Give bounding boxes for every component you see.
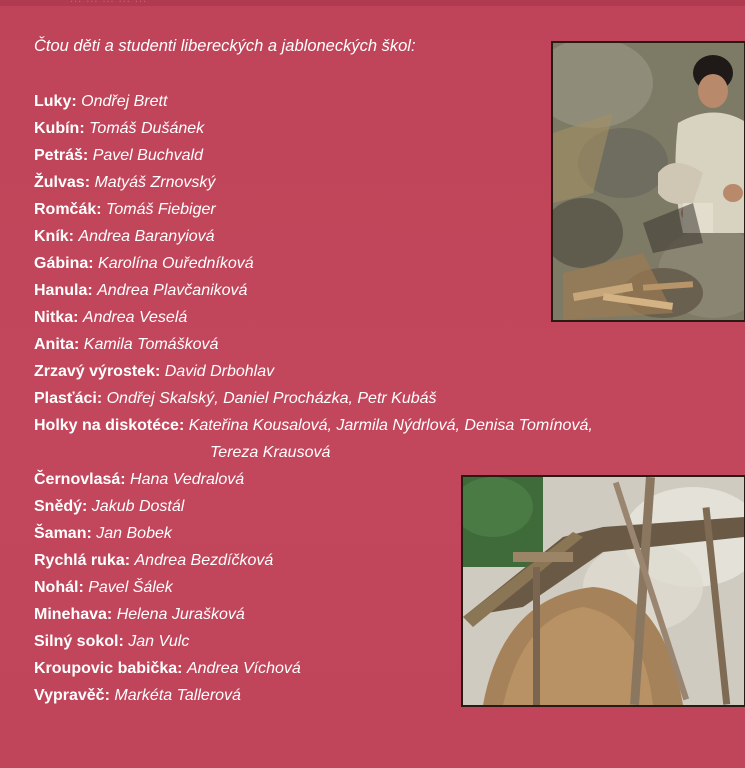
actor-name: Pavel Šálek xyxy=(88,579,173,596)
intro-heading: Čtou děti a studenti libereckých a jabloneckých škol: xyxy=(34,37,416,55)
role-name: Kník: xyxy=(34,228,74,245)
role-name: Rychlá ruka: xyxy=(34,552,131,569)
actor-name: Karolína Ouředníková xyxy=(98,255,254,272)
role-name: Romčák: xyxy=(34,201,102,218)
role-name: Černovlasá: xyxy=(34,471,126,488)
actor-name: Kateřina Kousalová, Jarmila Nýdrlová, Denisa Tomínová, xyxy=(188,417,593,434)
actor-name: Andrea Víchová xyxy=(186,660,301,677)
role-name: Kubín: xyxy=(34,120,85,137)
top-cropped-strip xyxy=(0,0,745,6)
photo-shelter-illustration xyxy=(463,477,744,705)
role-name: Šaman: xyxy=(34,525,92,542)
photo-smoking-shelter xyxy=(461,475,745,707)
role-name: Nohál: xyxy=(34,579,84,596)
actor-name: Kamila Tomášková xyxy=(83,336,219,353)
cast-item xyxy=(34,115,593,142)
actor-name: Jan Bobek xyxy=(96,525,172,542)
actor-name: Markéta Tallerová xyxy=(114,687,241,704)
role-name: Minehava: xyxy=(34,606,113,623)
role-name: Vypravěč: xyxy=(34,687,110,704)
actor-name: Andrea Bezdíčková xyxy=(134,552,274,569)
actor-name: Andrea Veselá xyxy=(82,309,188,326)
role-name: Holky na diskotéce: xyxy=(34,417,185,434)
role-name: Petráš: xyxy=(34,147,89,164)
cast-item xyxy=(34,88,593,115)
actor-name: Tomáš Fiebiger xyxy=(106,201,216,218)
role-name: Gábina: xyxy=(34,255,94,272)
cast-item xyxy=(34,358,593,385)
actor-name: Hana Vedralová xyxy=(130,471,245,488)
cast-item xyxy=(34,250,593,277)
role-name: Silný sokol: xyxy=(34,633,124,650)
actor-name: Ondřej Skalský, Daniel Procházka, Petr Kubáš xyxy=(106,390,437,407)
cast-item xyxy=(34,223,593,250)
role-name: Anita: xyxy=(34,336,80,353)
actor-name: Andrea Baranyiová xyxy=(78,228,215,245)
role-name: Hanula: xyxy=(34,282,93,299)
cast-item xyxy=(34,277,593,304)
actor-name: Tomáš Dušánek xyxy=(89,120,205,137)
role-name: Luky: xyxy=(34,93,77,110)
actor-name: Helena Jurašková xyxy=(116,606,245,623)
actor-name: Pavel Buchvald xyxy=(92,147,203,164)
role-name: Plasťáci: xyxy=(34,390,103,407)
cast-item xyxy=(34,169,593,196)
role-name: Nitka: xyxy=(34,309,79,326)
role-name: Zrzavý výrostek: xyxy=(34,363,161,380)
role-name: Žulvas: xyxy=(34,174,91,191)
photo-boy-with-wood xyxy=(551,41,745,322)
cast-item xyxy=(34,142,593,169)
actor-name: David Drbohlav xyxy=(164,363,275,380)
cast-item xyxy=(34,304,593,331)
actor-name: Matyáš Zrnovský xyxy=(94,174,216,191)
actor-name-continued: Tereza Krausová xyxy=(210,444,331,461)
role-name: Kroupovic babička: xyxy=(34,660,183,677)
actor-name: Jan Vulc xyxy=(128,633,190,650)
actor-name: Ondřej Brett xyxy=(81,93,168,110)
cast-item xyxy=(34,412,593,466)
cast-item xyxy=(34,385,593,412)
faded-header-text xyxy=(70,0,147,5)
role-name: Snědý: xyxy=(34,498,88,515)
photo-boy-illustration xyxy=(553,43,744,320)
actor-name: Jakub Dostál xyxy=(91,498,185,515)
cast-item xyxy=(34,196,593,223)
cast-item xyxy=(34,331,593,358)
actor-name: Andrea Plavčaniková xyxy=(97,282,248,299)
